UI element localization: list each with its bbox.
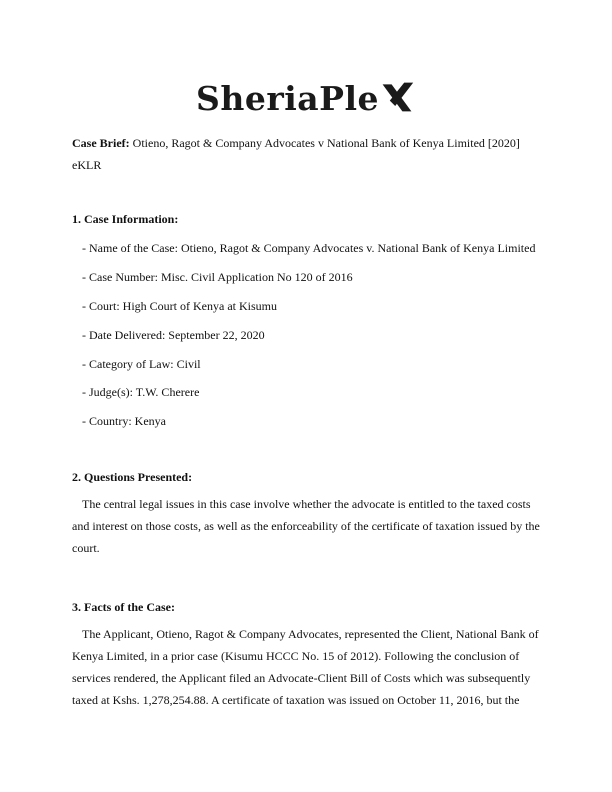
logo-text: SheriaPle (196, 78, 379, 118)
section-heading-questions: 2. Questions Presented: (72, 470, 193, 484)
case-brief-label: Case Brief: (72, 136, 130, 150)
sheriaplex-logo (196, 76, 415, 120)
document-content (72, 132, 542, 707)
facts-paragraph: The Applicant, Otieno, Ragot & Company Advocates, represented the Client, National Bank of Kenya Limited, in a prior case (Kisumu HCCC No. 15 of 2012). Following the conclusion of services rendered, the Applicant filed an Advocate-Client Bill of Costs which was subsequently taxed at Kshs. 1,278,254.88. A certificate of taxation was issued on October 11, 2016, but the (72, 627, 539, 707)
case-brief-text: Otieno, Ragot & Company Advocates v National Bank of Kenya Limited [2020] eKLR (72, 136, 520, 172)
list-item: - Judge(s): T.W. Cherere (82, 385, 200, 400)
list-item: - Date Delivered: September 22, 2020 (82, 327, 265, 342)
list-item: - Court: High Court of Kenya at Kisumu (82, 298, 277, 313)
list-item: - Name of the Case: Otieno, Ragot & Company Advocates v. National Bank of Kenya Limited (82, 241, 536, 255)
x-logo-icon (379, 79, 415, 115)
section-heading-case-information: 1. Case Information: (72, 212, 179, 226)
list-item: - Case Number: Misc. Civil Application No 120 of 2016 (82, 269, 353, 284)
list-item: - Category of Law: Civil (82, 356, 201, 371)
list-item: - Country: Kenya (82, 414, 166, 429)
questions-paragraph: The central legal issues in this case involve whether the advocate is entitled to the taxed costs and interest on those costs, as well as the enforceability of the certificate of taxation issued by the court. (72, 497, 540, 555)
case-information-list (82, 237, 535, 439)
case-brief-title (72, 132, 542, 176)
section-heading-facts: 3. Facts of the Case: (72, 600, 175, 614)
